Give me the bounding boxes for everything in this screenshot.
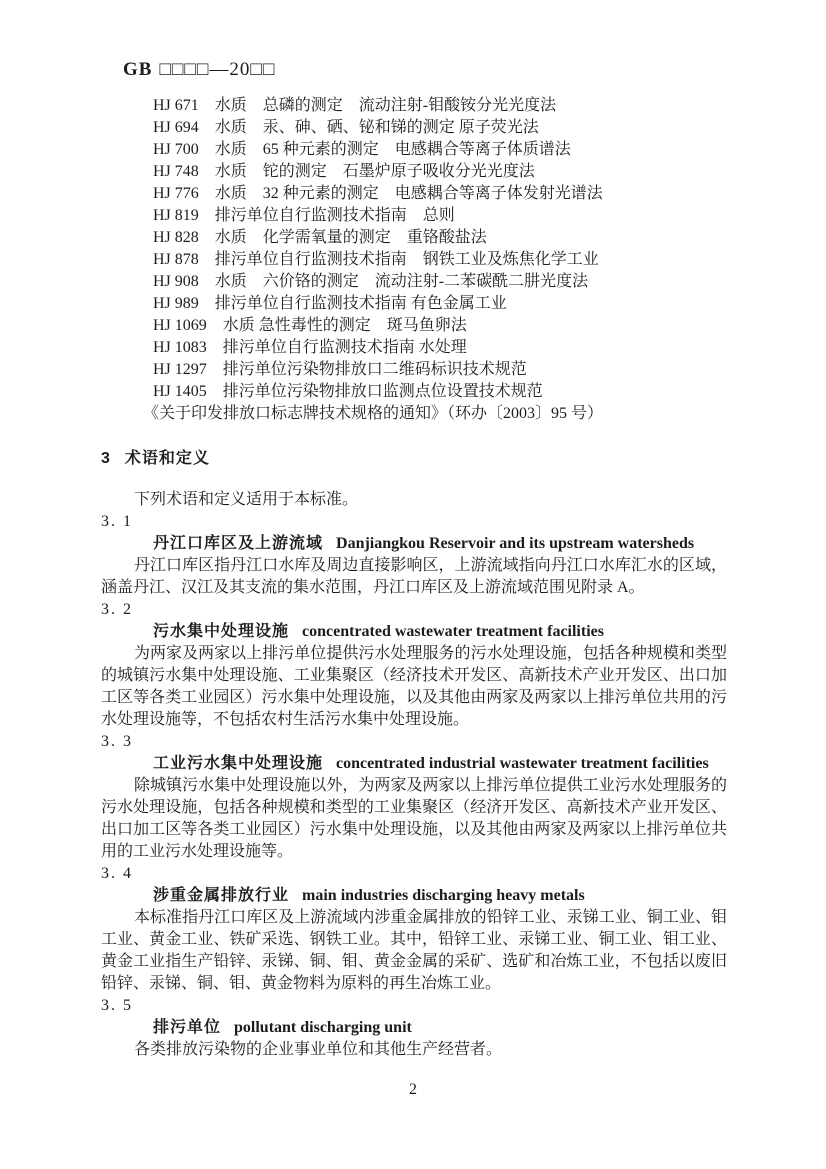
term-english: Danjiangkou Reservoir and its upstream watersheds [336,535,695,552]
term-definition: 为两家及两家以上排污单位提供污水处理服务的污水处理设施，包括各种规模和类型的城镇污水集中处理设施、工业集聚区（经济技术开发区、高新技术产业开发区、出口加工区等各类工业园区）污水集中处理设施，以及其他由两家及两家以上排污单位共用的污水处理设施等，不包括农村生活污水集中处理设施。 [101,645,727,728]
term-heading [101,885,727,907]
standard-code-prefix: GB [123,59,153,80]
section-number: 3 [101,450,110,467]
reference-item: HJ 700 水质 65 种元素的测定 电感耦合等离子体质谱法 [153,141,571,158]
section-heading [101,448,727,470]
term-english: concentrated wastewater treatment facilities [302,623,604,640]
reference-item: HJ 989 排污单位自行监测技术指南 有色金属工业 [153,295,507,312]
term-chinese: 涉重金属排放行业 [153,887,290,904]
term-id: 3. 3 [101,733,133,750]
reference-item: HJ 878 排污单位自行监测技术指南 钢铁工业及炼焦化学工业 [153,251,599,268]
reference-item: HJ 694 水质 汞、砷、硒、铋和锑的测定 原子荧光法 [153,119,539,136]
term-english: pollutant discharging unit [234,1019,412,1036]
term-english: concentrated industrial wastewater treatment facilities [336,755,709,772]
term-heading [101,533,727,555]
reference-item: HJ 1083 排污单位自行监测技术指南 水处理 [153,339,467,356]
reference-item: HJ 828 水质 化学需氧量的测定 重铬酸盐法 [153,229,487,246]
term-definition: 丹江口库区指丹江口水库及周边直接影响区，上游流域指向丹江口水库汇水的区域，涵盖丹江、汉江及其支流的集水范围，丹江口库区及上游流域范围见附录 A。 [101,557,727,596]
standard-number-header [123,58,275,82]
reference-item: HJ 748 水质 铊的测定 石墨炉原子吸收分光光度法 [153,163,535,180]
term-block-3-3 [101,731,727,863]
term-chinese: 丹江口库区及上游流域 [153,535,324,552]
term-definition: 除城镇污水集中处理设施以外，为两家及两家以上排污单位提供工业污水处理服务的污水处理设施，包括各种规模和类型的工业集聚区（经济开发区、高新技术产业开发区、出口加工区等各类工业园区）污水集中处理设施，以及其他由两家及两家以上排污单位共用的工业污水处理设施等。 [101,777,727,860]
reference-item: HJ 1405 排污单位污染物排放口监测点位设置技术规范 [153,383,543,400]
term-definition: 各类排放污染物的企业事业单位和其他生产经营者。 [134,1041,503,1058]
term-heading [101,753,727,775]
term-block-3-4 [101,863,727,995]
term-id: 3. 1 [101,513,133,530]
reference-item: HJ 776 水质 32 种元素的测定 电感耦合等离子体发射光谱法 [153,185,603,202]
term-chinese: 污水集中处理设施 [153,623,290,640]
term-id: 3. 4 [101,865,133,882]
term-id: 3. 2 [101,601,133,618]
reference-item: HJ 908 水质 六价铬的测定 流动注射-二苯碳酰二肼光度法 [153,273,589,290]
term-chinese: 工业污水集中处理设施 [153,755,324,772]
term-block-3-5 [101,995,727,1061]
term-id: 3. 5 [101,997,133,1014]
term-definition: 本标准指丹江口库区及上游流域内涉重金属排放的铅锌工业、汞锑工业、铜工业、钼工业、黄金工业、铁矿采选、钢铁工业。其中，铅锌工业、汞锑工业、铜工业、钼工业、黄金工业指生产铅锌、汞锑、铜、钼、黄金金属的采矿、选矿和冶炼工业，不包括以废旧铅锌、汞锑、铜、钼、黄金物料为原料的再生冶炼工业。 [101,909,727,992]
section-title: 术语和定义 [124,450,210,467]
references-list [101,95,727,425]
reference-item: HJ 1297 排污单位污染物排放口二维码标识技术规范 [153,361,527,378]
reference-item: HJ 819 排污单位自行监测技术指南 总则 [153,207,455,224]
standard-code-placeholder: □□□□—20□□ [159,59,276,80]
reference-notice: 《关于印发排放口标志牌技术规格的通知》（环办〔2003〕95 号） [143,405,604,422]
term-block-3-2 [101,599,727,731]
term-english: main industries discharging heavy metals [302,887,585,904]
document-body [101,95,727,1061]
term-block-3-1 [101,511,727,599]
reference-item: HJ 671 水质 总磷的测定 流动注射-钼酸铵分光光度法 [153,97,557,114]
term-heading [101,1017,727,1039]
page-number: 2 [409,1081,417,1098]
term-chinese: 排污单位 [153,1019,222,1036]
reference-item: HJ 1069 水质 急性毒性的测定 斑马鱼卵法 [153,317,467,334]
term-heading [101,621,727,643]
section-intro: 下列术语和定义适用于本标准。 [134,491,359,508]
